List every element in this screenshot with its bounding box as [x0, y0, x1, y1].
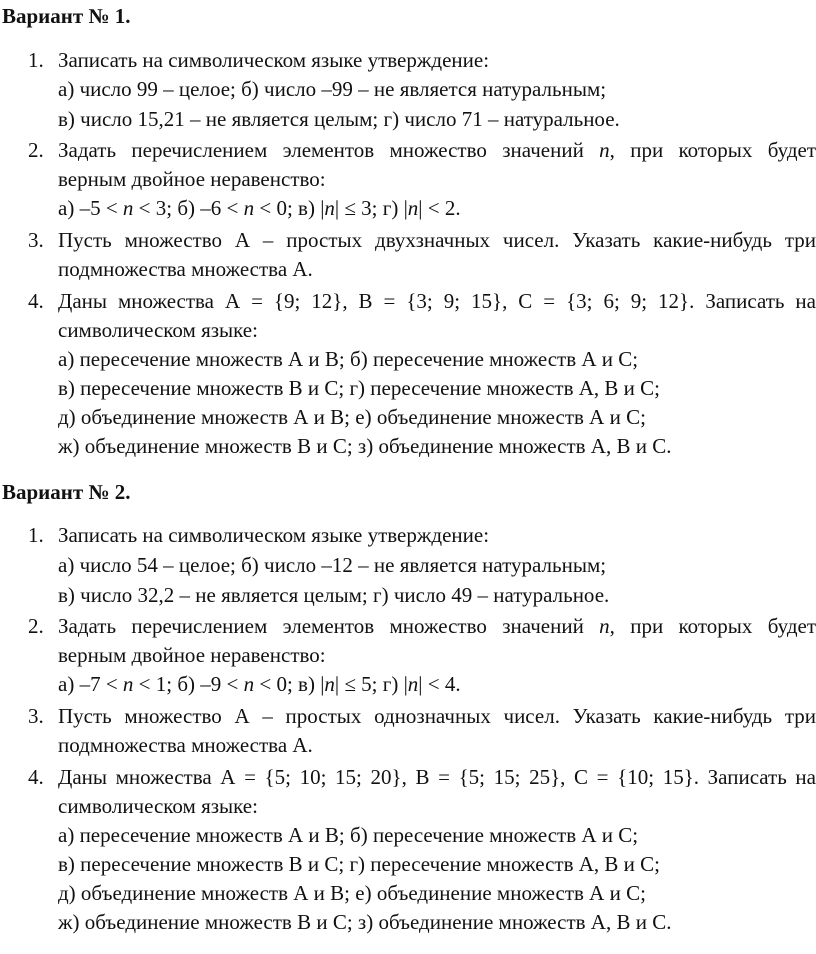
task-line: в) число 15,21 – не является целым; г) число 71 – натуральное. [58, 107, 620, 131]
task-number: 3. [28, 704, 44, 728]
task-line: д) объединение множеств А и В; е) объединение множеств А и С; [58, 405, 646, 429]
task-line: а) –7 < n < 1; б) –9 < n < 0; в) |n| ≤ 5; г) |n| < 4. [58, 672, 461, 696]
task-line: д) объединение множеств А и В; е) объединение множеств А и С; [58, 881, 646, 905]
task-line: Пусть множество А – простых однозначных чисел. Указать какие-нибудь три [58, 704, 816, 728]
task-line: в) пересечение множеств В и С; г) пересечение множеств А, В и С; [58, 376, 661, 400]
task-line: а) пересечение множеств А и В; б) пересечение множеств А и С; [58, 347, 639, 371]
task-line: ж) объединение множеств В и С; з) объединение множеств А, В и С. [58, 434, 672, 458]
task-number: 3. [28, 228, 44, 252]
task-number: 2. [28, 138, 44, 162]
variant-title: Вариант № 1. [2, 4, 131, 28]
task-number: 2. [28, 614, 44, 638]
task-line: Задать перечислением элементов множество значений n, при которых будет [58, 614, 816, 638]
task-line: символическом языке: [58, 794, 258, 818]
task-line: Пусть множество А – простых двухзначных чисел. Указать какие-нибудь три [58, 228, 816, 252]
task-line: Записать на символическом языке утверждение: [58, 48, 490, 72]
task-line: подмножества множества А. [58, 733, 313, 757]
task-line: а) –5 < n < 3; б) –6 < n < 0; в) |n| ≤ 3; г) |n| < 2. [58, 196, 461, 220]
task-line: подмножества множества А. [58, 257, 313, 281]
task-line: а) число 99 – целое; б) число –99 – не является натуральным; [58, 77, 607, 101]
variant-title: Вариант № 2. [2, 480, 131, 504]
task-line: Даны множества А = {9; 12}, В = {3; 9; 15}, С = {3; 6; 9; 12}. Записать на [58, 289, 816, 313]
task-line: а) пересечение множеств А и В; б) пересечение множеств А и С; [58, 823, 639, 847]
task-number: 1. [28, 523, 44, 547]
task-number: 1. [28, 48, 44, 72]
task-line: в) пересечение множеств В и С; г) пересечение множеств А, В и С; [58, 852, 661, 876]
task-line: в) число 32,2 – не является целым; г) число 49 – натуральное. [58, 583, 610, 607]
task-number: 4. [28, 765, 44, 789]
task-line: символическом языке: [58, 318, 258, 342]
task-line: Записать на символическом языке утверждение: [58, 523, 490, 547]
task-line: Даны множества А = {5; 10; 15; 20}, В = {5; 15; 25}, С = {10; 15}. Записать на [58, 765, 816, 789]
task-line: верным двойное неравенство: [58, 643, 326, 667]
task-line: а) число 54 – целое; б) число –12 – не является натуральным; [58, 553, 607, 577]
task-line: Задать перечислением элементов множество значений n, при которых будет [58, 138, 816, 162]
task-line: верным двойное неравенство: [58, 167, 326, 191]
task-line: ж) объединение множеств В и С; з) объединение множеств А, В и С. [58, 910, 672, 934]
task-number: 4. [28, 289, 44, 313]
